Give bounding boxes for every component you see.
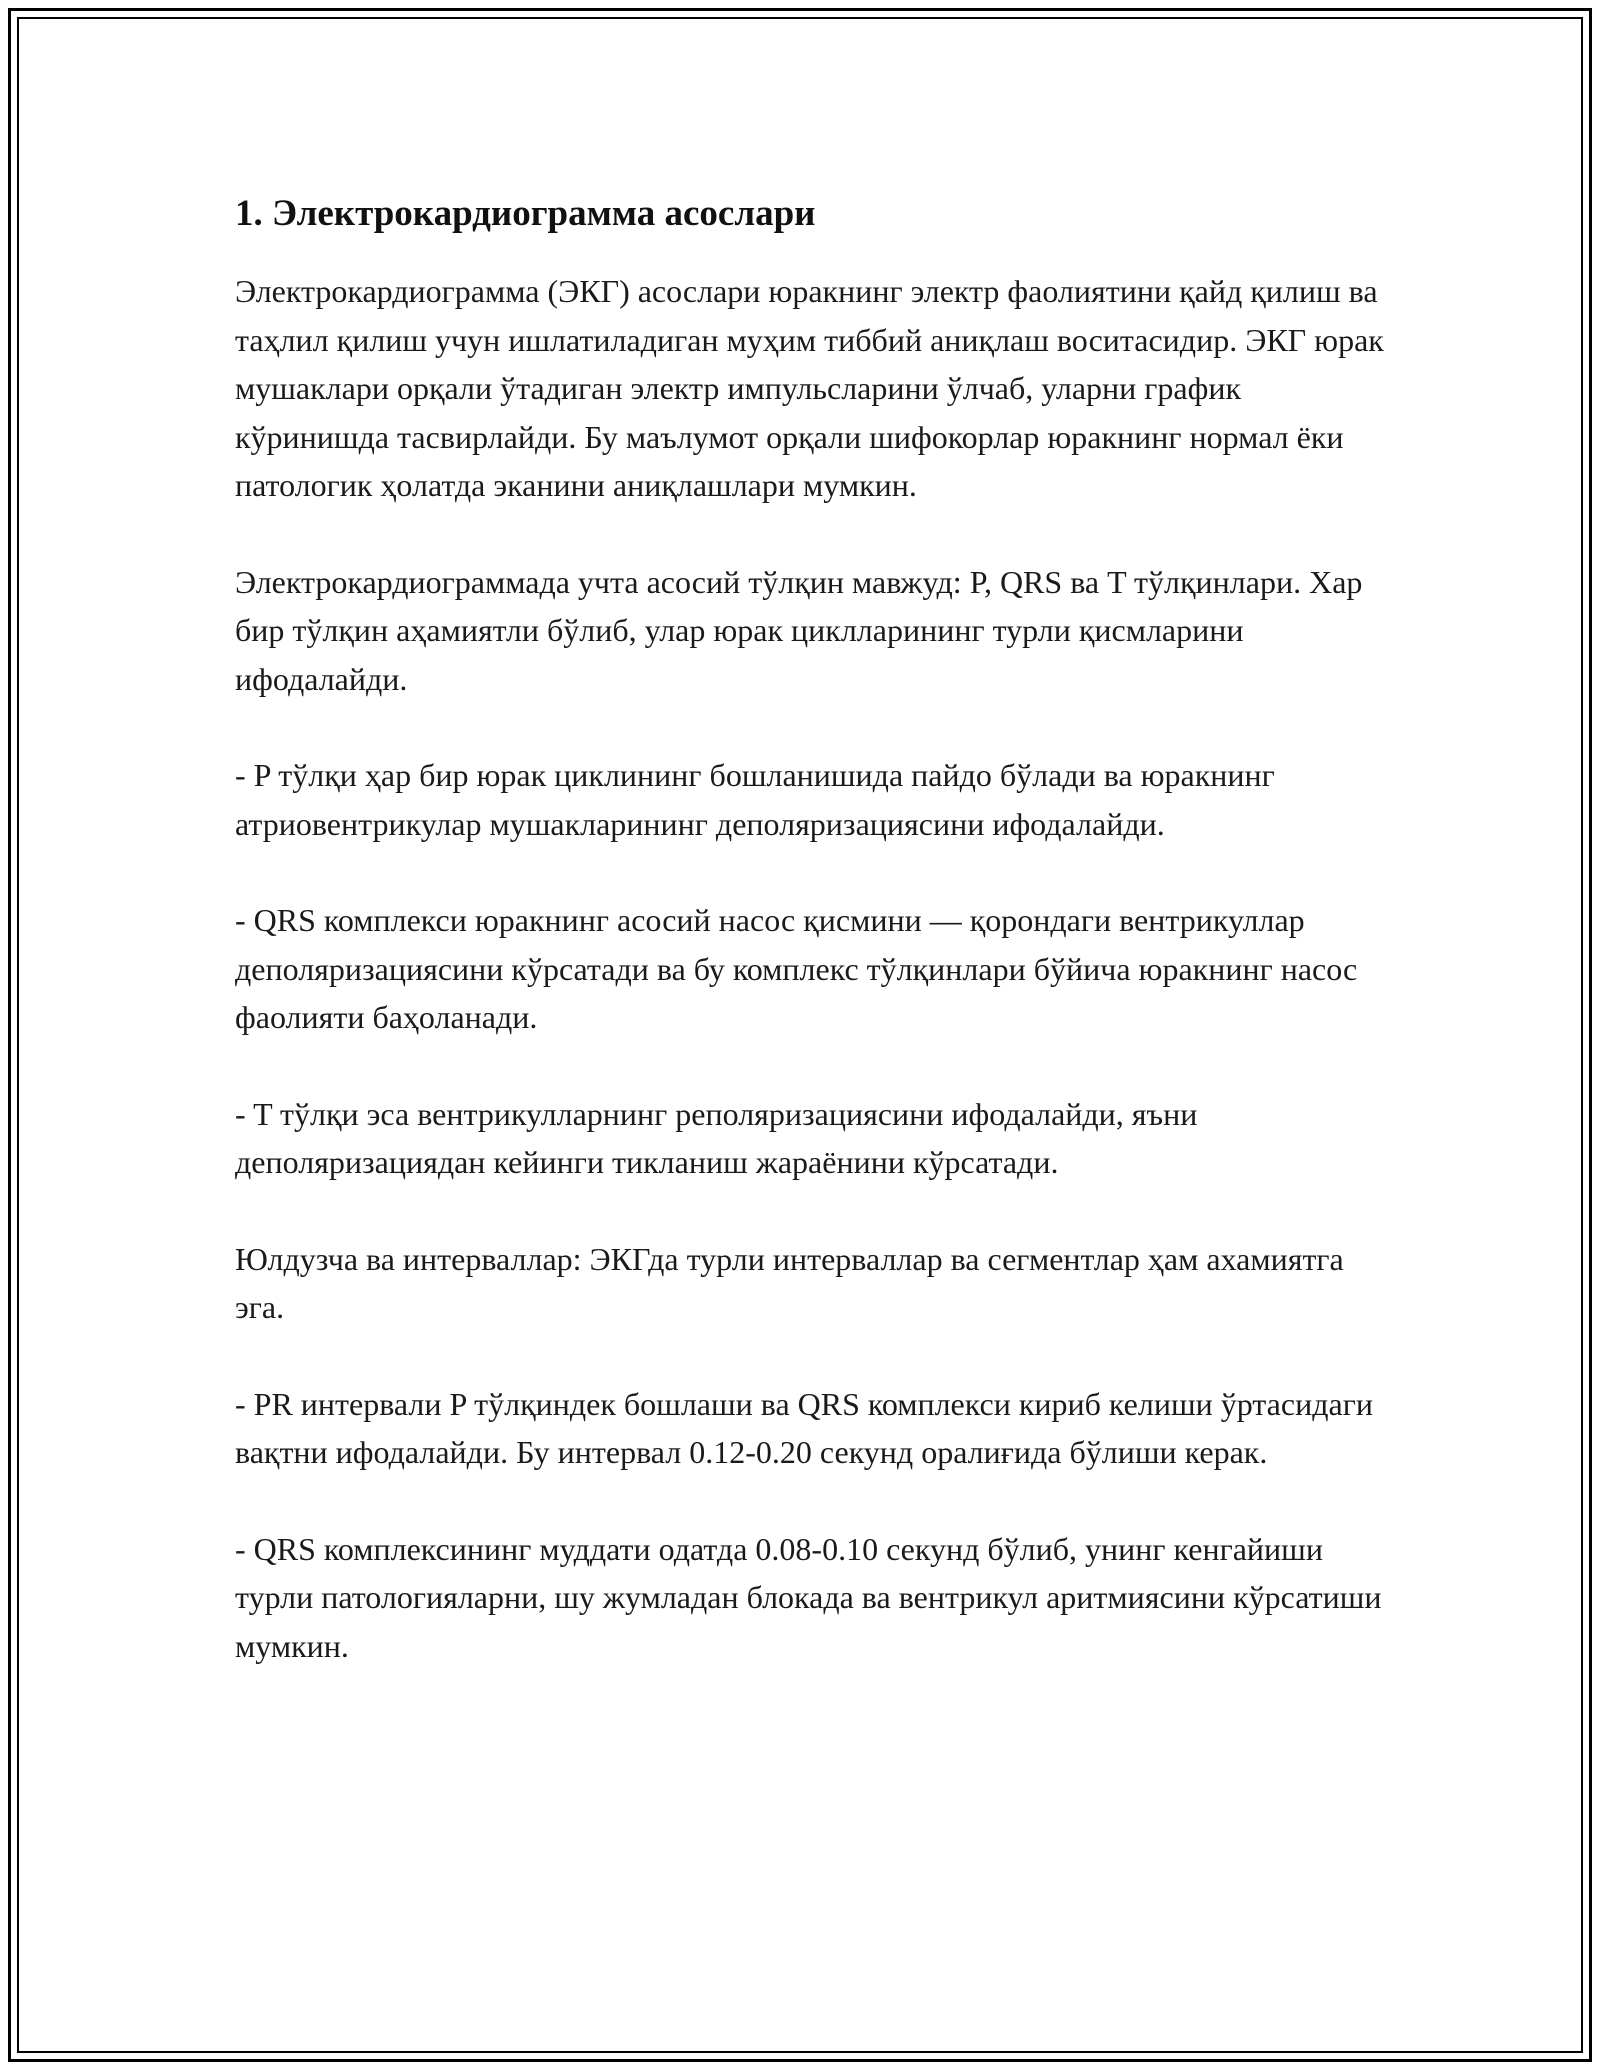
paragraph-waves: Электрокардиограммада учта асосий тўлқин мавжуд: P, QRS ва T тўлқинлари. Хар бир тўлқин аҳамиятли бўлиб, улар юрак циклларининг турли қисмларини ифодалайди. <box>235 563 1363 697</box>
paragraph-intro: Электрокардиограмма (ЭКГ) асослари юракнинг электр фаолиятини қайд қилиш ва таҳлил қилиш учун ишлатиладиган муҳим тиббий аниқлаш воситасидир. ЭКГ юрак мушаклари орқали ўтадиган электр импульсларини ўлчаб, уларни график кўринишда тасвирлайди. Бу маълумот орқали шифокорлар юракнинг нормал ёки патологик ҳолатда эканини аниқлашлари мумкин. <box>235 273 1384 503</box>
paragraph-qrs-complex: - QRS комплекси юракнинг асосий насос қисмини — қорондаги вентрикуллар деполяризациясини кўрсатади ва бу комплекс тўлқинлари бўйича юракнинг насос фаолияти баҳоланади. <box>235 902 1358 1035</box>
paragraph-qrs-duration: - QRS комплексининг муддати одатда 0.08-0.10 секунд бўлиб, унинг кенгайиши турли патологияларни, шу жумладан блокада ва вентрикул аритмиясини кўрсатиши мумкин. <box>235 1530 1382 1664</box>
section-heading: 1. Электрокардиограмма асослари <box>235 193 816 234</box>
document-body <box>235 185 1385 1718</box>
paragraph-pr-interval: - PR интервали P тўлқиндек бошлаши ва QRS комплекси кириб келиши ўртасидаги вақтни ифодалайди. Бу интервал 0.12-0.20 секунд оралиғида бўлиши керак. <box>235 1385 1373 1470</box>
paragraph-intervals: Юлдузча ва интерваллар: ЭКГда турли интерваллар ва сегментлар ҳам ахамиятга эга. <box>235 1240 1344 1325</box>
paragraph-t-wave: - T тўлқи эса вентрикулларнинг реполяризациясини ифодалайди, яъни деполяризациядан кейинги тикланиш жараёнини кўрсатади. <box>235 1095 1198 1180</box>
paragraph-p-wave: - P тўлқи ҳар бир юрак циклининг бошланишида пайдо бўлади ва юракнинг атриовентрикулар мушакларининг деполяризациясини ифодалайди. <box>235 757 1275 842</box>
